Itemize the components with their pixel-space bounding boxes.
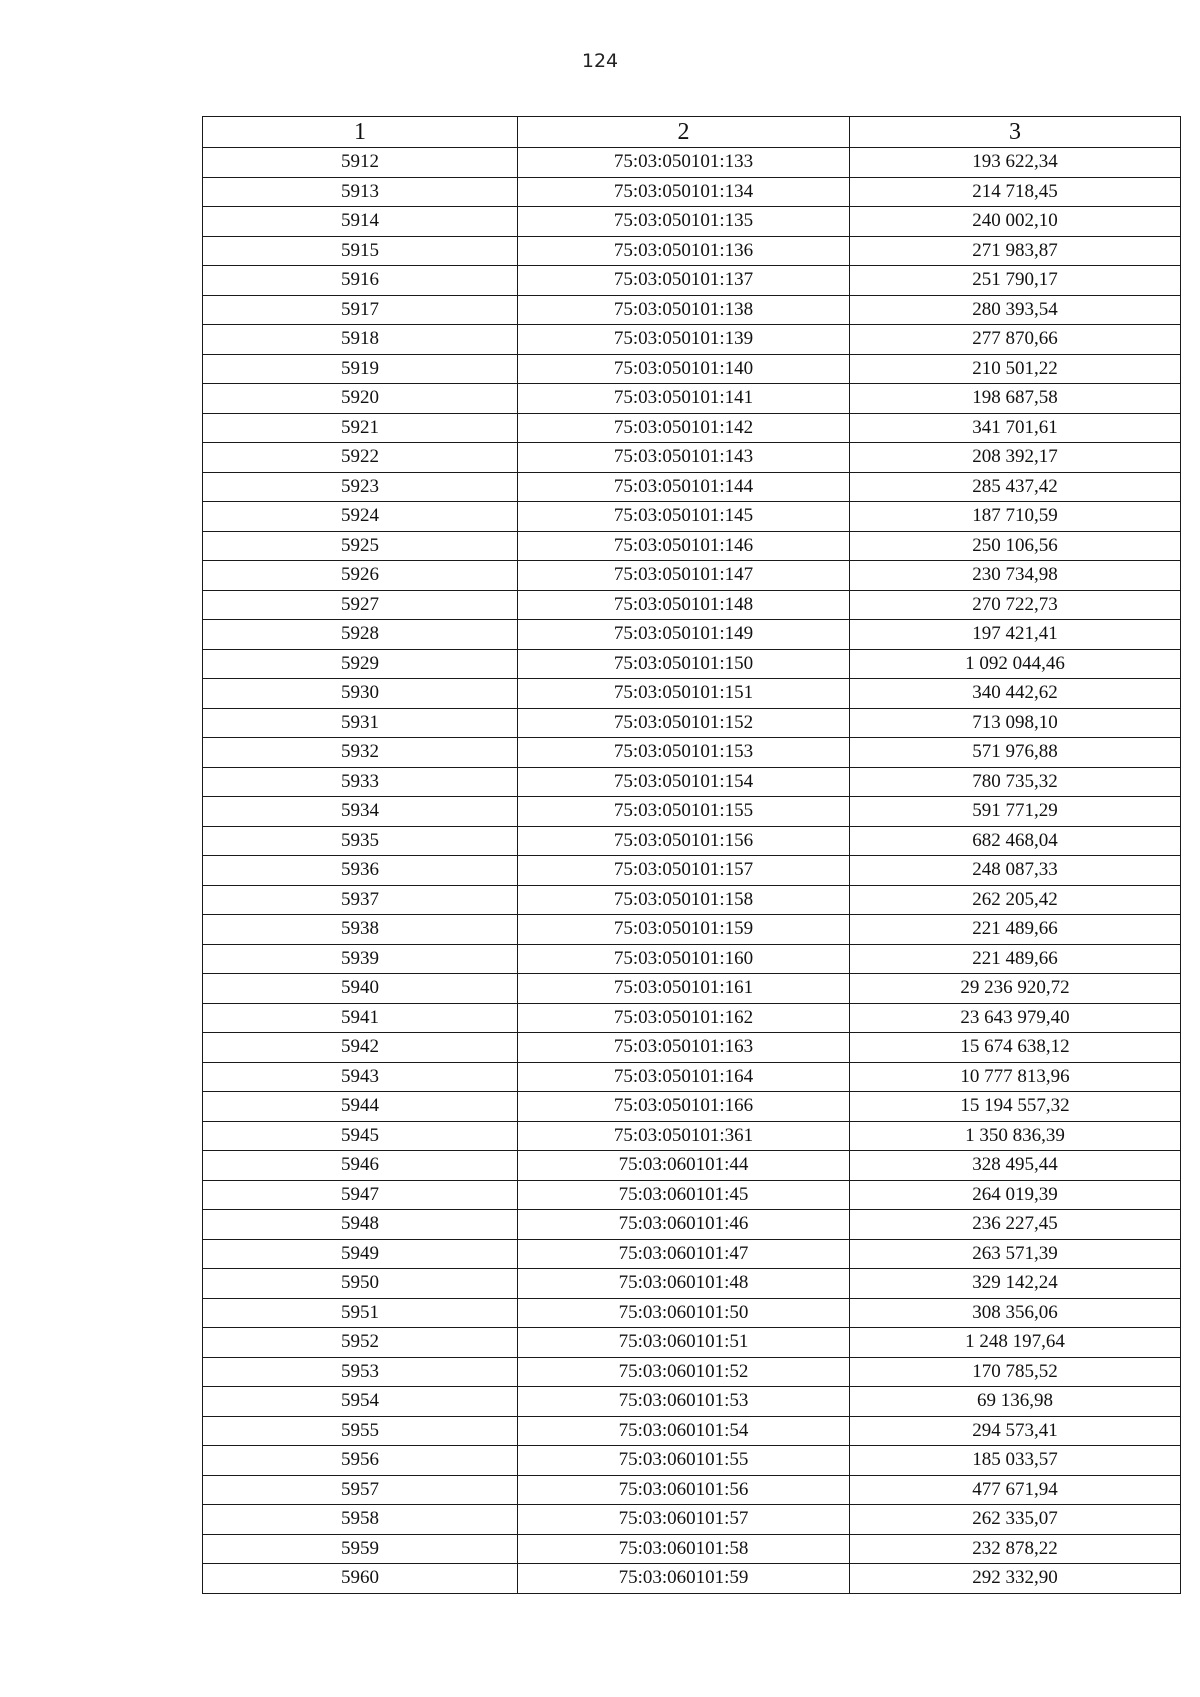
- row-number-cell: 5933: [203, 767, 518, 797]
- table-row: [203, 1062, 1181, 1092]
- value-cell: 29 236 920,72: [850, 974, 1181, 1004]
- table-row: [203, 1003, 1181, 1033]
- value-cell: 571 976,88: [850, 738, 1181, 768]
- cadastral-number-cell: 75:03:050101:157: [518, 856, 850, 886]
- value-cell: 10 777 813,96: [850, 1062, 1181, 1092]
- table-row: [203, 1033, 1181, 1063]
- table-row: [203, 738, 1181, 768]
- row-number-cell: 5930: [203, 679, 518, 709]
- cadastral-number-cell: 75:03:050101:144: [518, 472, 850, 502]
- value-cell: 292 332,90: [850, 1564, 1181, 1594]
- value-cell: 15 674 638,12: [850, 1033, 1181, 1063]
- value-cell: 477 671,94: [850, 1475, 1181, 1505]
- cadastral-number-cell: 75:03:050101:138: [518, 295, 850, 325]
- cadastral-number-cell: 75:03:050101:141: [518, 384, 850, 414]
- row-number-cell: 5947: [203, 1180, 518, 1210]
- row-number-cell: 5924: [203, 502, 518, 532]
- value-cell: 1 092 044,46: [850, 649, 1181, 679]
- cadastral-number-cell: 75:03:050101:162: [518, 1003, 850, 1033]
- row-number-cell: 5917: [203, 295, 518, 325]
- row-number-cell: 5914: [203, 207, 518, 237]
- cadastral-number-cell: 75:03:050101:160: [518, 944, 850, 974]
- cadastral-number-cell: 75:03:060101:47: [518, 1239, 850, 1269]
- table-row: [203, 1298, 1181, 1328]
- table-row: [203, 679, 1181, 709]
- cadastral-number-cell: 75:03:050101:140: [518, 354, 850, 384]
- value-cell: 214 718,45: [850, 177, 1181, 207]
- table-row: [203, 413, 1181, 443]
- value-cell: 15 194 557,32: [850, 1092, 1181, 1122]
- cadastral-number-cell: 75:03:050101:158: [518, 885, 850, 915]
- row-number-cell: 5937: [203, 885, 518, 915]
- row-number-cell: 5956: [203, 1446, 518, 1476]
- header-row: [203, 117, 1181, 148]
- table-row: [203, 1239, 1181, 1269]
- value-cell: 230 734,98: [850, 561, 1181, 591]
- cadastral-number-cell: 75:03:050101:150: [518, 649, 850, 679]
- cadastral-number-cell: 75:03:060101:57: [518, 1505, 850, 1535]
- value-cell: 262 335,07: [850, 1505, 1181, 1535]
- row-number-cell: 5954: [203, 1387, 518, 1417]
- cadastral-number-cell: 75:03:060101:56: [518, 1475, 850, 1505]
- value-cell: 294 573,41: [850, 1416, 1181, 1446]
- row-number-cell: 5916: [203, 266, 518, 296]
- row-number-cell: 5926: [203, 561, 518, 591]
- row-number-cell: 5955: [203, 1416, 518, 1446]
- value-cell: 1 248 197,64: [850, 1328, 1181, 1358]
- row-number-cell: 5958: [203, 1505, 518, 1535]
- row-number-cell: 5945: [203, 1121, 518, 1151]
- table-row: [203, 1387, 1181, 1417]
- row-number-cell: 5912: [203, 148, 518, 178]
- row-number-cell: 5929: [203, 649, 518, 679]
- table-row: [203, 531, 1181, 561]
- table-row: [203, 236, 1181, 266]
- cadastral-number-cell: 75:03:050101:166: [518, 1092, 850, 1122]
- table-row: [203, 502, 1181, 532]
- row-number-cell: 5922: [203, 443, 518, 473]
- table-row: [203, 1446, 1181, 1476]
- value-cell: 250 106,56: [850, 531, 1181, 561]
- cadastral-number-cell: 75:03:060101:51: [518, 1328, 850, 1358]
- cadastral-number-cell: 75:03:060101:44: [518, 1151, 850, 1181]
- value-cell: 263 571,39: [850, 1239, 1181, 1269]
- value-cell: 69 136,98: [850, 1387, 1181, 1417]
- table-row: [203, 649, 1181, 679]
- row-number-cell: 5925: [203, 531, 518, 561]
- row-number-cell: 5927: [203, 590, 518, 620]
- value-cell: 210 501,22: [850, 354, 1181, 384]
- value-cell: 232 878,22: [850, 1534, 1181, 1564]
- cadastral-number-cell: 75:03:060101:53: [518, 1387, 850, 1417]
- cadastral-number-cell: 75:03:050101:156: [518, 826, 850, 856]
- row-number-cell: 5919: [203, 354, 518, 384]
- value-cell: 285 437,42: [850, 472, 1181, 502]
- value-cell: 780 735,32: [850, 767, 1181, 797]
- value-cell: 713 098,10: [850, 708, 1181, 738]
- row-number-cell: 5935: [203, 826, 518, 856]
- value-cell: 187 710,59: [850, 502, 1181, 532]
- table-row: [203, 148, 1181, 178]
- cadastral-number-cell: 75:03:050101:146: [518, 531, 850, 561]
- cadastral-number-cell: 75:03:060101:48: [518, 1269, 850, 1299]
- table-row: [203, 1328, 1181, 1358]
- table-row: [203, 354, 1181, 384]
- table-row: [203, 207, 1181, 237]
- value-cell: 198 687,58: [850, 384, 1181, 414]
- table-row: [203, 826, 1181, 856]
- row-number-cell: 5921: [203, 413, 518, 443]
- table-row: [203, 885, 1181, 915]
- cadastral-number-cell: 75:03:050101:133: [518, 148, 850, 178]
- cadastral-number-cell: 75:03:050101:154: [518, 767, 850, 797]
- cadastral-number-cell: 75:03:060101:59: [518, 1564, 850, 1594]
- row-number-cell: 5949: [203, 1239, 518, 1269]
- table-row: [203, 1151, 1181, 1181]
- row-number-cell: 5931: [203, 708, 518, 738]
- value-cell: 329 142,24: [850, 1269, 1181, 1299]
- value-cell: 262 205,42: [850, 885, 1181, 915]
- table-row: [203, 944, 1181, 974]
- value-cell: 264 019,39: [850, 1180, 1181, 1210]
- value-cell: 236 227,45: [850, 1210, 1181, 1240]
- cadastral-number-cell: 75:03:050101:361: [518, 1121, 850, 1151]
- table-row: [203, 1092, 1181, 1122]
- cadastral-number-cell: 75:03:050101:155: [518, 797, 850, 827]
- cadastral-number-cell: 75:03:050101:143: [518, 443, 850, 473]
- value-cell: 308 356,06: [850, 1298, 1181, 1328]
- row-number-cell: 5941: [203, 1003, 518, 1033]
- cadastral-number-cell: 75:03:050101:135: [518, 207, 850, 237]
- table-row: [203, 708, 1181, 738]
- table-row: [203, 443, 1181, 473]
- value-cell: 682 468,04: [850, 826, 1181, 856]
- row-number-cell: 5932: [203, 738, 518, 768]
- value-cell: 591 771,29: [850, 797, 1181, 827]
- table-row: [203, 472, 1181, 502]
- row-number-cell: 5950: [203, 1269, 518, 1299]
- value-cell: 185 033,57: [850, 1446, 1181, 1476]
- row-number-cell: 5918: [203, 325, 518, 355]
- table-row: [203, 1416, 1181, 1446]
- value-cell: 1 350 836,39: [850, 1121, 1181, 1151]
- table-row: [203, 797, 1181, 827]
- row-number-cell: 5939: [203, 944, 518, 974]
- cadastral-number-cell: 75:03:050101:142: [518, 413, 850, 443]
- value-cell: 280 393,54: [850, 295, 1181, 325]
- cadastral-number-cell: 75:03:050101:151: [518, 679, 850, 709]
- row-number-cell: 5948: [203, 1210, 518, 1240]
- value-cell: 271 983,87: [850, 236, 1181, 266]
- row-number-cell: 5946: [203, 1151, 518, 1181]
- value-cell: 193 622,34: [850, 148, 1181, 178]
- cadastral-number-cell: 75:03:060101:58: [518, 1534, 850, 1564]
- cadastral-number-cell: 75:03:060101:50: [518, 1298, 850, 1328]
- cadastral-number-cell: 75:03:050101:139: [518, 325, 850, 355]
- row-number-cell: 5960: [203, 1564, 518, 1594]
- cadastral-number-cell: 75:03:050101:152: [518, 708, 850, 738]
- table-row: [203, 1564, 1181, 1594]
- row-number-cell: 5920: [203, 384, 518, 414]
- cadastral-number-cell: 75:03:050101:163: [518, 1033, 850, 1063]
- table-row: [203, 384, 1181, 414]
- table-row: [203, 1180, 1181, 1210]
- value-cell: 208 392,17: [850, 443, 1181, 473]
- value-cell: 341 701,61: [850, 413, 1181, 443]
- page-number: 124: [581, 50, 619, 72]
- cadastral-number-cell: 75:03:060101:52: [518, 1357, 850, 1387]
- cadastral-number-cell: 75:03:050101:137: [518, 266, 850, 296]
- value-cell: 251 790,17: [850, 266, 1181, 296]
- cadastral-number-cell: 75:03:050101:164: [518, 1062, 850, 1092]
- row-number-cell: 5913: [203, 177, 518, 207]
- table-row: [203, 620, 1181, 650]
- row-number-cell: 5957: [203, 1475, 518, 1505]
- cadastral-number-cell: 75:03:050101:136: [518, 236, 850, 266]
- row-number-cell: 5944: [203, 1092, 518, 1122]
- value-cell: 170 785,52: [850, 1357, 1181, 1387]
- table-header: [203, 117, 1181, 148]
- value-cell: 277 870,66: [850, 325, 1181, 355]
- table-row: [203, 295, 1181, 325]
- row-number-cell: 5959: [203, 1534, 518, 1564]
- cadastral-number-cell: 75:03:050101:149: [518, 620, 850, 650]
- row-number-cell: 5940: [203, 974, 518, 1004]
- row-number-cell: 5952: [203, 1328, 518, 1358]
- cadastral-number-cell: 75:03:050101:161: [518, 974, 850, 1004]
- column-header-2: 2: [518, 117, 850, 148]
- column-header-1: 1: [203, 117, 518, 148]
- table-row: [203, 974, 1181, 1004]
- table-row: [203, 266, 1181, 296]
- table-row: [203, 1269, 1181, 1299]
- table-row: [203, 856, 1181, 886]
- cadastral-number-cell: 75:03:060101:45: [518, 1180, 850, 1210]
- value-cell: 328 495,44: [850, 1151, 1181, 1181]
- value-cell: 340 442,62: [850, 679, 1181, 709]
- table-row: [203, 1121, 1181, 1151]
- row-number-cell: 5923: [203, 472, 518, 502]
- table-row: [203, 177, 1181, 207]
- value-cell: 240 002,10: [850, 207, 1181, 237]
- row-number-cell: 5915: [203, 236, 518, 266]
- table-row: [203, 1505, 1181, 1535]
- cadastral-number-cell: 75:03:050101:153: [518, 738, 850, 768]
- table-row: [203, 1475, 1181, 1505]
- row-number-cell: 5934: [203, 797, 518, 827]
- value-cell: 23 643 979,40: [850, 1003, 1181, 1033]
- cadastral-number-cell: 75:03:050101:159: [518, 915, 850, 945]
- cadastral-number-cell: 75:03:050101:147: [518, 561, 850, 591]
- row-number-cell: 5943: [203, 1062, 518, 1092]
- cadastral-number-cell: 75:03:060101:54: [518, 1416, 850, 1446]
- value-cell: 270 722,73: [850, 590, 1181, 620]
- row-number-cell: 5936: [203, 856, 518, 886]
- table-body: [203, 148, 1181, 1594]
- cadastral-number-cell: 75:03:060101:55: [518, 1446, 850, 1476]
- table-row: [203, 915, 1181, 945]
- cadastral-number-cell: 75:03:050101:134: [518, 177, 850, 207]
- value-cell: 221 489,66: [850, 944, 1181, 974]
- table-row: [203, 590, 1181, 620]
- cadastral-number-cell: 75:03:050101:148: [518, 590, 850, 620]
- row-number-cell: 5928: [203, 620, 518, 650]
- column-header-3: 3: [850, 117, 1181, 148]
- table-row: [203, 1357, 1181, 1387]
- table-row: [203, 561, 1181, 591]
- table-row: [203, 325, 1181, 355]
- data-table: [202, 116, 1181, 1594]
- value-cell: 197 421,41: [850, 620, 1181, 650]
- row-number-cell: 5942: [203, 1033, 518, 1063]
- row-number-cell: 5953: [203, 1357, 518, 1387]
- cadastral-number-cell: 75:03:060101:46: [518, 1210, 850, 1240]
- value-cell: 248 087,33: [850, 856, 1181, 886]
- table-row: [203, 1534, 1181, 1564]
- value-cell: 221 489,66: [850, 915, 1181, 945]
- row-number-cell: 5951: [203, 1298, 518, 1328]
- table-row: [203, 767, 1181, 797]
- cadastral-number-cell: 75:03:050101:145: [518, 502, 850, 532]
- table-row: [203, 1210, 1181, 1240]
- row-number-cell: 5938: [203, 915, 518, 945]
